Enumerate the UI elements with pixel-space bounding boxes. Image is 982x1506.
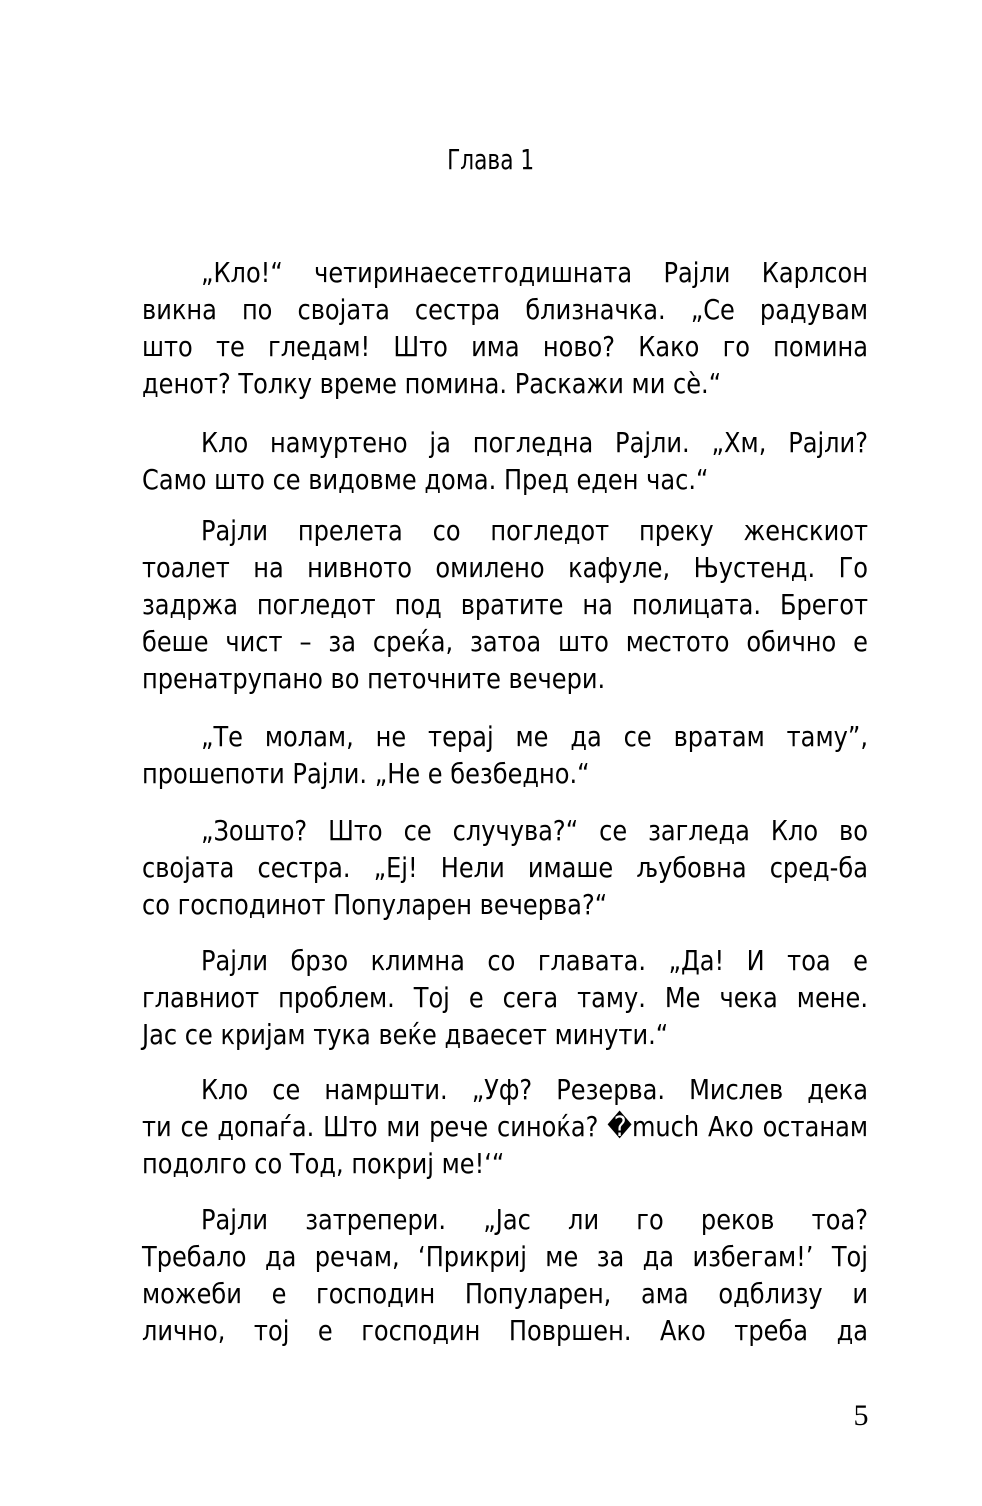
text-line-content: „Кло!“ четиринаесетгодишната Рајли Карлсон <box>200 256 868 289</box>
page-number: 5 <box>853 1399 869 1432</box>
text-line-content: Кло се намршти. „Уф? Резерва. Мислев дека <box>200 1073 868 1106</box>
text-line <box>142 424 868 461</box>
text-line-content: својата сестра. „Еј! Нели имаше љубовна сред-ба <box>142 851 868 884</box>
text-line <box>142 623 868 660</box>
text-line-content: денот? Толку време помина. Раскажи ми сѐ.“ <box>142 367 722 400</box>
text-line-content: „Те молам, не терај ме да се вратам таму”, <box>200 720 868 753</box>
text-line <box>142 1016 868 1053</box>
text-line <box>142 755 868 792</box>
text-line <box>142 660 868 697</box>
text-line <box>142 1201 868 1238</box>
text-line <box>142 549 868 586</box>
text-line-content: Рајли прелета со погледот преку женскиот <box>200 514 868 547</box>
text-line <box>142 461 868 498</box>
text-line <box>142 1071 868 1108</box>
text-line-content: викна по својата сестра близначка. „Се радувам <box>142 293 868 326</box>
text-line <box>142 328 868 365</box>
text-line-content: Рајли брзо климна со главата. „Да! И тоа е <box>200 944 868 977</box>
text-line <box>142 512 868 549</box>
text-line <box>142 942 868 979</box>
chapter-title <box>0 140 982 180</box>
text-line <box>142 886 868 923</box>
text-line-content: ти се допаѓа. Што ми рече синоќа? �much Ако останам <box>142 1110 868 1143</box>
chapter-title-text: Глава 1 <box>447 143 535 176</box>
text-line-content: задржа погледот под вратите на полицата. Брегот <box>142 588 868 621</box>
text-line-content: главниот проблем. Тој е сега таму. Ме чека мене. <box>142 981 868 1014</box>
text-line <box>142 718 868 755</box>
text-line <box>142 849 868 886</box>
text-line-content: лично, тој е господин Површен. Ако треба да <box>142 1314 868 1347</box>
text-line <box>142 291 868 328</box>
text-line <box>142 1312 868 1349</box>
text-line-content: тоалет на нивното омилено кафуле, Њустенд. Го <box>142 551 868 584</box>
text-line <box>142 1108 868 1145</box>
text-line-content: подолго со Тод, покриј ме!‘“ <box>142 1147 505 1180</box>
text-line-content: можеби е господин Популарен, ама одблизу и <box>142 1277 868 1310</box>
text-line-content: Требало да речам, ‘Прикриј ме за да избегам!’ Тој <box>142 1240 868 1273</box>
text-line <box>142 1145 868 1182</box>
text-line-content: Рајли затрепери. „Јас ли го реков тоа? <box>200 1203 868 1236</box>
text-line <box>142 979 868 1016</box>
text-line <box>142 812 868 849</box>
text-line <box>142 254 868 291</box>
text-line <box>142 1275 868 1312</box>
text-line-content: пренатрупано во петочните вечери. <box>142 662 606 695</box>
text-line-content: што те гледам! Што има ново? Како го помина <box>142 330 868 363</box>
text-line-content: прошепоти Рајли. „Не е безбедно.“ <box>142 757 590 790</box>
text-line-content: Кло намуртено ја погледна Рајли. „Хм, Рајли? <box>200 426 868 459</box>
text-line <box>142 586 868 623</box>
text-line-content: Само што се видовме дома. Пред еден час.“ <box>142 463 709 496</box>
text-line-content: беше чист – за среќа, затоа што местото обично е <box>142 625 868 658</box>
text-line <box>142 1238 868 1275</box>
text-line <box>142 365 868 402</box>
text-line-content: со господинот Популарен вечерва?“ <box>142 888 608 921</box>
text-line-content: Јас се криjам тука веќе дваесет минути.“ <box>142 1018 669 1051</box>
text-line-content: „Зошто? Што се случува?“ се загледа Кло во <box>200 814 868 847</box>
